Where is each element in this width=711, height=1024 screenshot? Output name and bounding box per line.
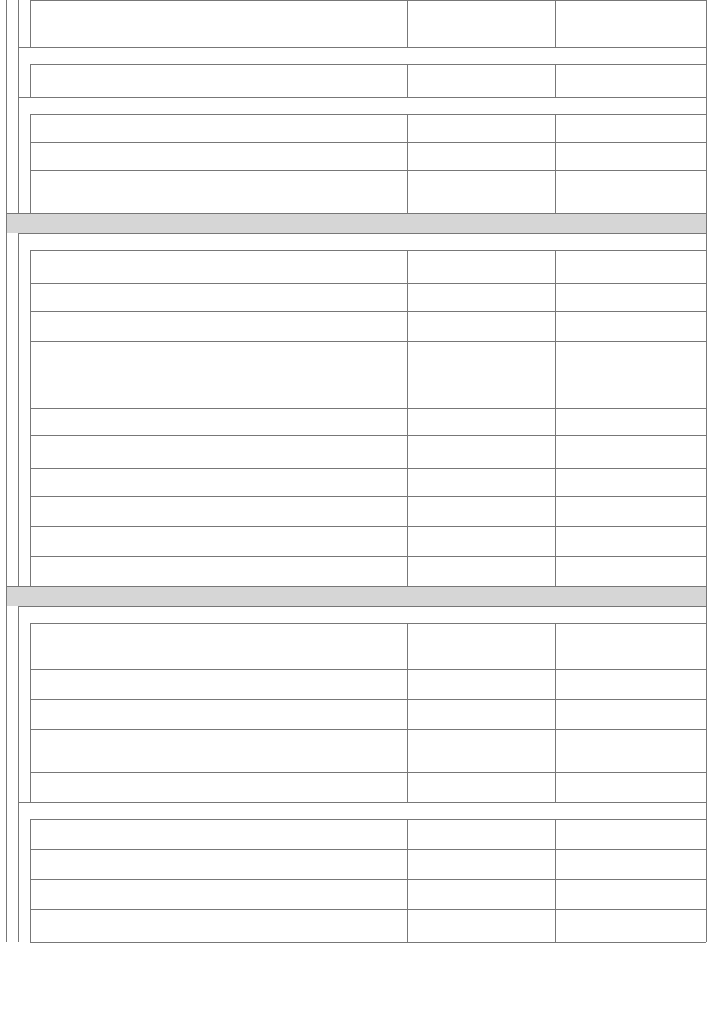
indicator-description: [66, 772, 407, 802]
cell-border: [30, 311, 31, 341]
baseline-value: [409, 251, 555, 283]
cell-border: [706, 623, 707, 669]
cell-border: [706, 849, 707, 879]
indicator-description: [66, 879, 407, 909]
cell-border: [30, 729, 31, 772]
indicator-description: [66, 0, 407, 47]
row-border: [18, 802, 706, 803]
cell-border: [706, 526, 707, 556]
target-value: [557, 284, 706, 311]
baseline-value: [409, 497, 555, 526]
cell-border: [30, 669, 31, 699]
cell-border: [555, 496, 556, 526]
cell-border: [18, 496, 19, 526]
baseline-value: [409, 624, 555, 669]
cell-border: [555, 341, 556, 408]
cell-border: [18, 849, 19, 879]
cell-border: [407, 729, 408, 772]
cell-border: [18, 250, 19, 283]
baseline-value: [409, 115, 555, 142]
cell-border: [6, 311, 7, 341]
cell-border: [555, 0, 556, 47]
measure-title: [20, 606, 620, 623]
cell-border: [30, 623, 31, 669]
target-value: [557, 115, 706, 142]
baseline-value: [409, 65, 555, 97]
cell-border: [30, 0, 31, 47]
cell-border: [407, 341, 408, 408]
cell-border: [706, 114, 707, 142]
target-value: [557, 409, 706, 435]
cell-border: [30, 468, 31, 496]
cell-border: [6, 556, 7, 586]
measure-title: [20, 47, 620, 64]
indicator-description: [66, 170, 407, 213]
indicator-description: [66, 408, 407, 435]
cell-border: [6, 909, 7, 942]
target-value: [557, 342, 706, 408]
indicator-description: [66, 250, 407, 283]
indicator-description: [66, 526, 407, 556]
cell-border: [555, 699, 556, 729]
baseline-value: [409, 312, 555, 341]
baseline-value: [409, 1, 555, 47]
cell-border: [706, 408, 707, 435]
indicator-description: [66, 114, 407, 142]
cell-border: [407, 283, 408, 311]
indicator-description: [66, 468, 407, 496]
cell-border: [6, 341, 7, 408]
indicator-description: [66, 142, 407, 170]
cell-border: [407, 64, 408, 97]
cell-border: [30, 556, 31, 586]
cell-border: [706, 819, 707, 849]
target-value: [557, 143, 706, 170]
cell-border: [407, 909, 408, 942]
cell-border: [706, 97, 707, 114]
row-border: [30, 250, 706, 251]
cell-border: [555, 849, 556, 879]
cell-border: [30, 283, 31, 311]
cell-border: [555, 468, 556, 496]
indicator-description: [66, 699, 407, 729]
cell-border: [555, 250, 556, 283]
cell-border: [555, 170, 556, 213]
target-value: [557, 910, 706, 942]
section-title: [8, 213, 608, 233]
baseline-value: [409, 670, 555, 699]
row-border: [18, 47, 706, 48]
cell-border: [555, 623, 556, 669]
cell-border: [18, 772, 19, 802]
cell-border: [407, 408, 408, 435]
cell-border: [30, 341, 31, 408]
cell-border: [706, 669, 707, 699]
row-border: [30, 170, 706, 171]
row-border: [30, 849, 706, 850]
indicator-description: [66, 623, 407, 669]
row-border: [30, 114, 706, 115]
cell-border: [6, 802, 7, 819]
cell-border: [706, 586, 707, 606]
cell-border: [18, 699, 19, 729]
row-border: [30, 942, 706, 943]
cell-border: [30, 819, 31, 849]
row-border: [18, 233, 706, 234]
cell-border: [6, 250, 7, 283]
row-border: [30, 556, 706, 557]
cell-border: [407, 623, 408, 669]
cell-border: [706, 772, 707, 802]
cell-border: [407, 142, 408, 170]
indicator-description: [66, 283, 407, 311]
cell-border: [407, 311, 408, 341]
row-border: [30, 0, 706, 1]
cell-border: [18, 233, 19, 250]
cell-border: [706, 170, 707, 213]
cell-border: [407, 114, 408, 142]
cell-border: [555, 729, 556, 772]
cell-border: [6, 114, 7, 142]
target-value: [557, 820, 706, 849]
cell-border: [706, 47, 707, 64]
row-border: [30, 909, 706, 910]
cell-border: [706, 311, 707, 341]
indicator-description: [66, 819, 407, 849]
cell-border: [407, 170, 408, 213]
row-border: [30, 311, 706, 312]
cell-border: [706, 142, 707, 170]
indicator-description: [66, 669, 407, 699]
measure-title: [20, 233, 620, 250]
cell-border: [6, 729, 7, 772]
cell-border: [706, 699, 707, 729]
target-value: [557, 1, 706, 47]
cell-border: [6, 849, 7, 879]
target-value: [557, 251, 706, 283]
cell-border: [6, 606, 7, 623]
baseline-value: [409, 880, 555, 909]
row-border: [30, 408, 706, 409]
row-border: [30, 772, 706, 773]
cell-border: [407, 556, 408, 586]
cell-border: [6, 64, 7, 97]
row-border: [30, 669, 706, 670]
cell-border: [706, 0, 707, 47]
cell-border: [6, 142, 7, 170]
row-border: [18, 606, 706, 607]
cell-border: [18, 526, 19, 556]
cell-border: [407, 496, 408, 526]
row-border: [30, 468, 706, 469]
row-border: [30, 283, 706, 284]
cell-border: [706, 879, 707, 909]
row-border: [30, 879, 706, 880]
indicator-description: [66, 729, 407, 772]
row-border: [30, 623, 706, 624]
cell-border: [18, 64, 19, 97]
cell-border: [407, 0, 408, 47]
cell-border: [18, 879, 19, 909]
cell-border: [407, 526, 408, 556]
indicator-description: [66, 909, 407, 942]
cell-border: [407, 849, 408, 879]
cell-border: [407, 879, 408, 909]
baseline-value: [409, 284, 555, 311]
indicator-description: [66, 311, 407, 341]
cell-border: [18, 802, 19, 819]
target-value: [557, 730, 706, 772]
cell-border: [30, 526, 31, 556]
cell-border: [706, 606, 707, 623]
measure-title: [20, 97, 620, 114]
cell-border: [6, 408, 7, 435]
cell-border: [18, 283, 19, 311]
cell-border: [555, 283, 556, 311]
cell-border: [6, 819, 7, 849]
cell-border: [6, 623, 7, 669]
cell-border: [706, 909, 707, 942]
section-title: [8, 586, 608, 606]
cell-border: [706, 802, 707, 819]
cell-border: [706, 729, 707, 772]
target-value: [557, 773, 706, 802]
cell-border: [555, 435, 556, 468]
cell-border: [18, 435, 19, 468]
target-value: [557, 171, 706, 213]
cell-border: [30, 142, 31, 170]
cell-border: [555, 556, 556, 586]
cell-border: [555, 64, 556, 97]
cell-border: [6, 586, 7, 606]
cell-border: [6, 97, 7, 114]
row-border: [30, 819, 706, 820]
row-border: [30, 341, 706, 342]
cell-border: [706, 496, 707, 526]
cell-border: [555, 772, 556, 802]
cell-border: [18, 114, 19, 142]
target-value: [557, 880, 706, 909]
cell-border: [18, 606, 19, 623]
target-value: [557, 65, 706, 97]
cell-border: [6, 669, 7, 699]
cell-border: [407, 468, 408, 496]
cell-border: [18, 341, 19, 408]
cell-border: [6, 213, 7, 233]
baseline-value: [409, 436, 555, 468]
cell-border: [555, 142, 556, 170]
cell-border: [30, 408, 31, 435]
target-value: [557, 436, 706, 468]
cell-border: [18, 170, 19, 213]
indicator-description: [66, 849, 407, 879]
row-border: [30, 699, 706, 700]
cell-border: [6, 170, 7, 213]
cell-border: [706, 341, 707, 408]
cell-border: [6, 772, 7, 802]
cell-border: [407, 250, 408, 283]
target-value: [557, 624, 706, 669]
cell-border: [706, 435, 707, 468]
cell-border: [6, 0, 7, 47]
indicator-description: [66, 435, 407, 468]
cell-border: [555, 408, 556, 435]
cell-border: [30, 849, 31, 879]
cell-border: [18, 97, 19, 114]
baseline-value: [407, 341, 555, 408]
cell-border: [6, 879, 7, 909]
cell-border: [706, 283, 707, 311]
row-border: [30, 435, 706, 436]
baseline-value: [409, 171, 555, 213]
target-value: [557, 527, 706, 556]
measure-title: [20, 802, 620, 819]
target-value: [557, 850, 706, 879]
baseline-value: [409, 850, 555, 879]
cell-border: [30, 114, 31, 142]
cell-border: [407, 772, 408, 802]
cell-border: [18, 311, 19, 341]
baseline-value: [409, 409, 555, 435]
baseline-value: [407, 468, 555, 496]
row-border: [30, 496, 706, 497]
cell-border: [6, 435, 7, 468]
cell-border: [30, 699, 31, 729]
cell-border: [18, 408, 19, 435]
cell-border: [18, 819, 19, 849]
cell-border: [6, 283, 7, 311]
cell-border: [407, 699, 408, 729]
cell-border: [30, 435, 31, 468]
baseline-value: [409, 910, 555, 942]
baseline-value: [409, 730, 555, 772]
baseline-value: [409, 557, 555, 586]
cell-border: [407, 435, 408, 468]
row-border: [18, 97, 706, 98]
cell-border: [706, 213, 707, 233]
cell-border: [18, 47, 19, 64]
cell-border: [18, 729, 19, 772]
cell-border: [18, 142, 19, 170]
baseline-value: [409, 527, 555, 556]
cell-border: [18, 468, 19, 496]
cell-border: [30, 909, 31, 942]
cell-border: [30, 250, 31, 283]
baseline-value: [409, 773, 555, 802]
cell-border: [706, 233, 707, 250]
indicator-description: [66, 556, 407, 586]
cell-border: [555, 114, 556, 142]
cell-border: [555, 669, 556, 699]
cell-border: [18, 556, 19, 586]
cell-border: [6, 526, 7, 556]
cell-border: [30, 879, 31, 909]
cell-border: [30, 64, 31, 97]
row-border: [30, 64, 706, 65]
indicator-description: [66, 341, 407, 408]
cell-border: [6, 233, 7, 250]
cell-border: [706, 556, 707, 586]
target-value: [557, 497, 706, 526]
cell-border: [555, 526, 556, 556]
cell-border: [6, 468, 7, 496]
target-value: [557, 469, 706, 496]
cell-border: [555, 311, 556, 341]
cell-border: [555, 909, 556, 942]
target-value: [557, 670, 706, 699]
cell-border: [706, 250, 707, 283]
cell-border: [6, 699, 7, 729]
row-border: [30, 729, 706, 730]
cell-border: [407, 669, 408, 699]
baseline-value: [409, 820, 555, 849]
cell-border: [18, 0, 19, 47]
cell-border: [30, 772, 31, 802]
cell-border: [555, 819, 556, 849]
indicator-description: [66, 496, 407, 526]
target-value: [557, 700, 706, 729]
row-border: [30, 526, 706, 527]
baseline-value: [409, 700, 555, 729]
cell-border: [30, 170, 31, 213]
row-border: [6, 586, 706, 587]
cell-border: [6, 47, 7, 64]
target-value: [557, 557, 706, 586]
cell-border: [18, 669, 19, 699]
cell-border: [18, 909, 19, 942]
cell-border: [555, 879, 556, 909]
cell-border: [706, 468, 707, 496]
baseline-value: [409, 143, 555, 170]
cell-border: [18, 623, 19, 669]
row-border: [6, 213, 706, 214]
cell-border: [6, 496, 7, 526]
target-value: [557, 312, 706, 341]
row-border: [30, 142, 706, 143]
cell-border: [706, 64, 707, 97]
cell-border: [407, 819, 408, 849]
cell-border: [30, 496, 31, 526]
indicator-description: [66, 64, 407, 97]
